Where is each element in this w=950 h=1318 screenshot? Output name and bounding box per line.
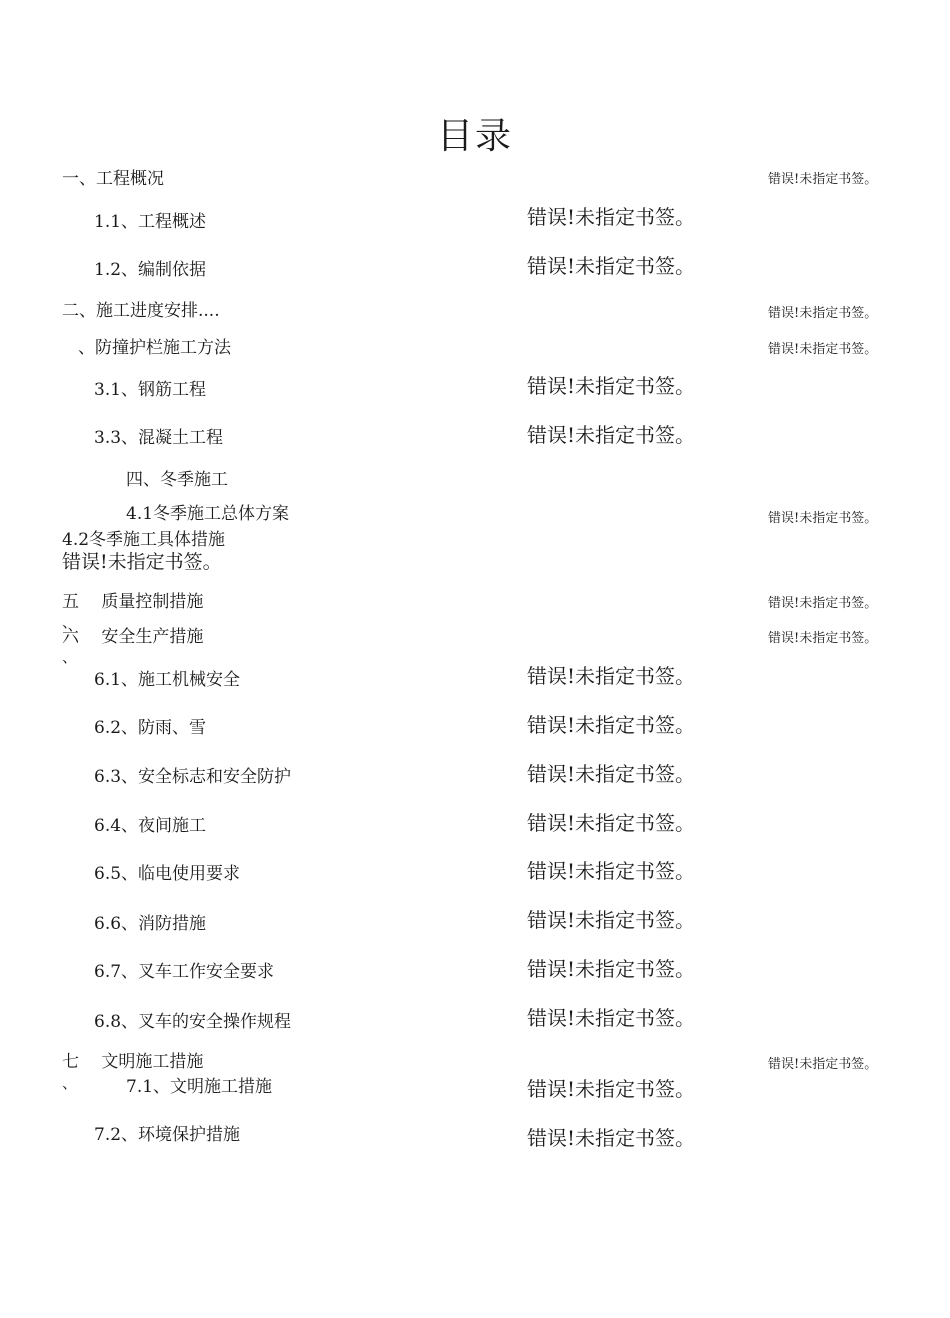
toc-entry-label[interactable]: 6.4、夜间施工 — [94, 816, 207, 836]
toc-entry-label[interactable]: 6.5、临电使用要求 — [94, 864, 241, 884]
toc-entry-ref: 错误!未指定书签。 — [768, 631, 878, 646]
toc-entry-ref: 错误!未指定书签。 — [527, 908, 696, 932]
toc-entry-label[interactable]: 、防撞护栏施工方法 — [78, 338, 231, 358]
toc-entry-label[interactable]: 6.8、叉车的安全操作规程 — [94, 1012, 292, 1032]
toc-entry-ref: 错误!未指定书签。 — [527, 1126, 696, 1150]
toc-entry-ref: 错误!未指定书签。 — [527, 374, 696, 398]
toc-entry-label[interactable]: 7.2、环境保护措施 — [94, 1125, 241, 1145]
toc-entry-label[interactable]: 6.1、施工机械安全 — [94, 670, 241, 690]
toc-entry-label[interactable]: 一、工程概况 — [62, 169, 164, 189]
toc-entry-ref: 错误!未指定书签。 — [527, 957, 696, 981]
toc-entry-ref: 错误!未指定书签。 — [768, 172, 878, 187]
toc-entry-label[interactable]: 六 安全生产措施 — [62, 627, 204, 647]
toc-entry-label[interactable]: 4.1冬季施工总体方案 — [126, 504, 290, 524]
toc-entry-ref: 错误!未指定书签。 — [527, 1006, 696, 1030]
toc-entry-label[interactable]: 1.2、编制依据 — [94, 260, 207, 280]
toc-entry-label[interactable]: 3.3、混凝土工程 — [94, 428, 224, 448]
toc-entry-ref: 错误!未指定书签。 — [527, 762, 696, 786]
toc-entry-label[interactable]: 二、施工进度安排.... — [62, 301, 220, 321]
toc-entry-label[interactable]: 五 质量控制措施 — [62, 592, 204, 612]
toc-entry-ref: 错误!未指定书签。 — [768, 596, 878, 611]
toc-entry-ref: 错误!未指定书签。 — [768, 1057, 878, 1072]
toc-entry-label[interactable]: 6.7、叉车工作安全要求 — [94, 962, 275, 982]
toc-entry-ref: 错误!未指定书签。 — [527, 423, 696, 447]
toc-entry-ref: 错误!未指定书签。 — [768, 342, 878, 357]
toc-entry-mark: 、 — [62, 1074, 78, 1092]
toc-entry-label[interactable]: 7.1、文明施工措施 — [126, 1077, 273, 1097]
toc-entry-ref: 错误!未指定书签。 — [527, 254, 696, 278]
toc-entry-label[interactable]: 3.1、钢筋工程 — [94, 380, 207, 400]
toc-entry-ref: 错误!未指定书签。 — [527, 1077, 696, 1101]
toc-entry-label[interactable]: 6.3、安全标志和安全防护 — [94, 767, 292, 787]
toc-entry-label[interactable]: 6.6、消防措施 — [94, 914, 207, 934]
toc-entry-mark: 、 — [62, 613, 78, 631]
toc-entry-label[interactable]: 七 文明施工措施 — [62, 1052, 204, 1072]
toc-entry-ref: 错误!未指定书签。 — [527, 713, 696, 737]
toc-entry-ref: 错误!未指定书签。 — [62, 551, 222, 573]
toc-entry-ref: 错误!未指定书签。 — [527, 664, 696, 688]
toc-entry-mark: 、 — [62, 648, 78, 666]
page-title: 目录 — [436, 116, 513, 157]
toc-entry-ref: 错误!未指定书签。 — [527, 205, 696, 229]
toc-entry-label[interactable]: 6.2、防雨、雪 — [94, 718, 207, 738]
toc-entry-label[interactable]: 1.1、工程概述 — [94, 212, 207, 232]
toc-entry-ref: 错误!未指定书签。 — [527, 811, 696, 835]
toc-entry-label[interactable]: 四、冬季施工 — [126, 470, 228, 490]
toc-entry-ref: 错误!未指定书签。 — [527, 859, 696, 883]
toc-entry-ref: 错误!未指定书签。 — [768, 306, 878, 321]
toc-entry-ref: 错误!未指定书签。 — [768, 511, 878, 526]
toc-entry-label[interactable]: 4.2冬季施工具体措施 — [62, 530, 226, 550]
